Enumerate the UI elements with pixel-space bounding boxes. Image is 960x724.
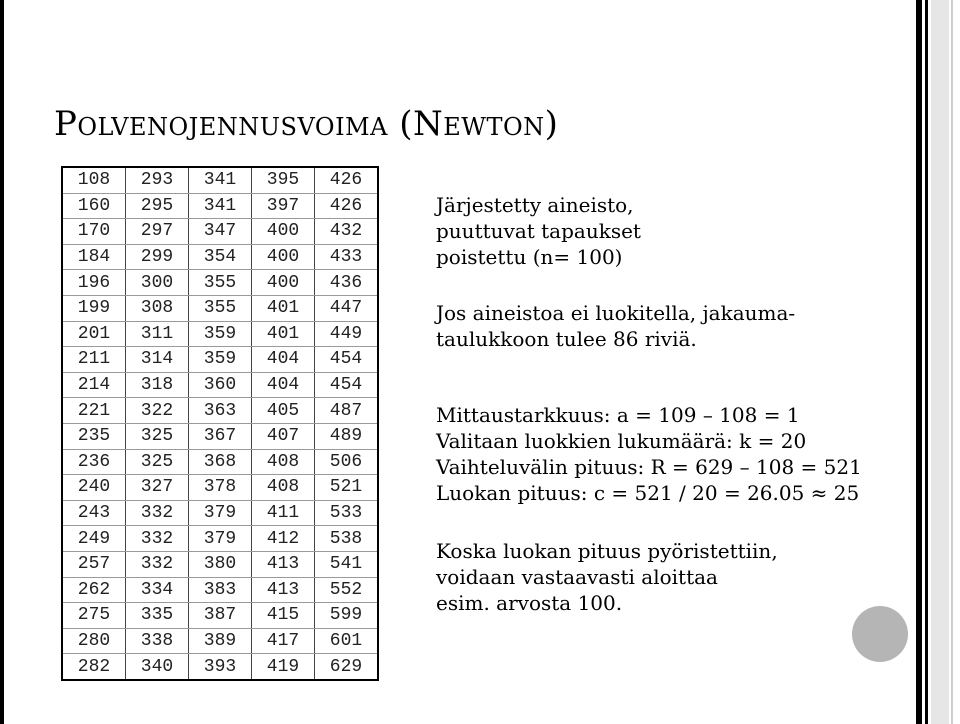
table-cell: 293	[126, 167, 189, 193]
classify-note	[436, 300, 906, 352]
table-row	[62, 603, 378, 629]
table-cell: 552	[315, 577, 379, 603]
table-cell: 489	[315, 423, 379, 449]
table-cell: 235	[62, 423, 126, 449]
table-cell: 411	[252, 500, 315, 526]
table-cell: 332	[126, 500, 189, 526]
table-cell: 359	[189, 321, 252, 347]
table-cell: 335	[126, 603, 189, 629]
table-cell: 380	[189, 551, 252, 577]
note-line: Vaihteluvälin pituus: R = 629 – 108 = 521	[436, 455, 862, 479]
table-cell: 407	[252, 423, 315, 449]
table-cell: 354	[189, 244, 252, 270]
table-row	[62, 628, 378, 654]
table-cell: 413	[252, 551, 315, 577]
calc-note	[436, 402, 906, 506]
table-cell: 533	[315, 500, 379, 526]
table-cell: 327	[126, 475, 189, 501]
table-cell: 541	[315, 551, 379, 577]
table-cell: 404	[252, 372, 315, 398]
table-row	[62, 423, 378, 449]
table-cell: 379	[189, 526, 252, 552]
table-row	[62, 577, 378, 603]
note-line: esim. arvosta 100.	[436, 591, 623, 615]
table-cell: 240	[62, 475, 126, 501]
data-table	[61, 166, 379, 681]
table-cell: 214	[62, 372, 126, 398]
slide-right-decoration	[916, 0, 960, 724]
table-cell: 340	[126, 654, 189, 680]
table-cell: 334	[126, 577, 189, 603]
sorted-note	[436, 192, 906, 270]
table-cell: 395	[252, 167, 315, 193]
table-cell: 325	[126, 449, 189, 475]
table-cell: 299	[126, 244, 189, 270]
table-cell: 280	[62, 628, 126, 654]
table-cell: 108	[62, 167, 126, 193]
table-cell: 236	[62, 449, 126, 475]
note-line: Järjestetty aineisto,	[436, 193, 634, 217]
table-cell: 295	[126, 193, 189, 219]
note-line: puuttuvat tapaukset	[436, 219, 641, 243]
table-row	[62, 321, 378, 347]
table-cell: 419	[252, 654, 315, 680]
table-cell: 184	[62, 244, 126, 270]
table-row	[62, 167, 378, 193]
table-cell: 332	[126, 526, 189, 552]
table-row	[62, 244, 378, 270]
table-cell: 415	[252, 603, 315, 629]
table-cell: 454	[315, 347, 379, 373]
table-cell: 401	[252, 295, 315, 321]
table-cell: 367	[189, 423, 252, 449]
table-row	[62, 398, 378, 424]
table-cell: 417	[252, 628, 315, 654]
table-cell: 243	[62, 500, 126, 526]
rounding-note	[436, 538, 906, 616]
table-row	[62, 193, 378, 219]
table-cell: 341	[189, 167, 252, 193]
table-cell: 282	[62, 654, 126, 680]
table-cell: 397	[252, 193, 315, 219]
table-cell: 400	[252, 219, 315, 245]
table-cell: 454	[315, 372, 379, 398]
table-cell: 426	[315, 167, 379, 193]
table-cell: 521	[315, 475, 379, 501]
decorative-circle	[852, 606, 908, 662]
table-cell: 355	[189, 295, 252, 321]
table-row	[62, 270, 378, 296]
table-cell: 170	[62, 219, 126, 245]
table-cell: 355	[189, 270, 252, 296]
table-row	[62, 449, 378, 475]
table-cell: 359	[189, 347, 252, 373]
table-cell: 338	[126, 628, 189, 654]
table-row	[62, 654, 378, 680]
note-line: Valitaan luokkien lukumäärä: k = 20	[436, 429, 807, 453]
table-cell: 308	[126, 295, 189, 321]
table-cell: 408	[252, 449, 315, 475]
table-row	[62, 347, 378, 373]
table-row	[62, 551, 378, 577]
table-cell: 433	[315, 244, 379, 270]
note-line: voidaan vastaavasti aloittaa	[436, 565, 718, 589]
table-cell: 408	[252, 475, 315, 501]
note-line: poistettu (n= 100)	[436, 245, 623, 269]
table-cell: 332	[126, 551, 189, 577]
table-cell: 322	[126, 398, 189, 424]
table-cell: 199	[62, 295, 126, 321]
table-cell: 341	[189, 193, 252, 219]
table-cell: 347	[189, 219, 252, 245]
table-cell: 400	[252, 270, 315, 296]
note-line: taulukkoon tulee 86 riviä.	[436, 327, 697, 351]
table-cell: 368	[189, 449, 252, 475]
table-cell: 201	[62, 321, 126, 347]
note-line: Koska luokan pituus pyöristettiin,	[436, 539, 778, 563]
table-cell: 221	[62, 398, 126, 424]
slide-title: Polvenojennusvoima (Newton)	[54, 104, 559, 144]
table-cell: 300	[126, 270, 189, 296]
table-cell: 160	[62, 193, 126, 219]
table-cell: 318	[126, 372, 189, 398]
table-row	[62, 526, 378, 552]
table-cell: 426	[315, 193, 379, 219]
table-cell: 379	[189, 500, 252, 526]
table-row	[62, 219, 378, 245]
table-cell: 262	[62, 577, 126, 603]
table-cell: 389	[189, 628, 252, 654]
table-cell: 401	[252, 321, 315, 347]
table-cell: 393	[189, 654, 252, 680]
table-cell: 275	[62, 603, 126, 629]
table-cell: 378	[189, 475, 252, 501]
table-cell: 363	[189, 398, 252, 424]
table-cell: 387	[189, 603, 252, 629]
table-cell: 405	[252, 398, 315, 424]
notes-panel	[436, 192, 906, 616]
table-row	[62, 295, 378, 321]
table-cell: 383	[189, 577, 252, 603]
table-cell: 538	[315, 526, 379, 552]
table-cell: 311	[126, 321, 189, 347]
table-cell: 297	[126, 219, 189, 245]
table-row	[62, 475, 378, 501]
table-row	[62, 372, 378, 398]
table-cell: 449	[315, 321, 379, 347]
note-line: Jos aineistoa ei luokitella, jakauma-	[436, 301, 796, 325]
table-cell: 257	[62, 551, 126, 577]
table-cell: 249	[62, 526, 126, 552]
table-cell: 412	[252, 526, 315, 552]
table-cell: 325	[126, 423, 189, 449]
table-cell: 211	[62, 347, 126, 373]
slide-left-border	[0, 0, 4, 724]
table-cell: 506	[315, 449, 379, 475]
table-cell: 487	[315, 398, 379, 424]
table-cell: 432	[315, 219, 379, 245]
table-row	[62, 500, 378, 526]
table-cell: 599	[315, 603, 379, 629]
table-cell: 601	[315, 628, 379, 654]
note-line: Mittaustarkkuus: a = 109 – 108 = 1	[436, 403, 800, 427]
table-cell: 447	[315, 295, 379, 321]
note-line: Luokan pituus: c = 521 / 20 = 26.05 ≈ 25	[436, 481, 860, 505]
table-cell: 436	[315, 270, 379, 296]
table-cell: 629	[315, 654, 379, 680]
table-cell: 196	[62, 270, 126, 296]
table-cell: 413	[252, 577, 315, 603]
table-cell: 400	[252, 244, 315, 270]
table-cell: 404	[252, 347, 315, 373]
table-cell: 314	[126, 347, 189, 373]
table-cell: 360	[189, 372, 252, 398]
